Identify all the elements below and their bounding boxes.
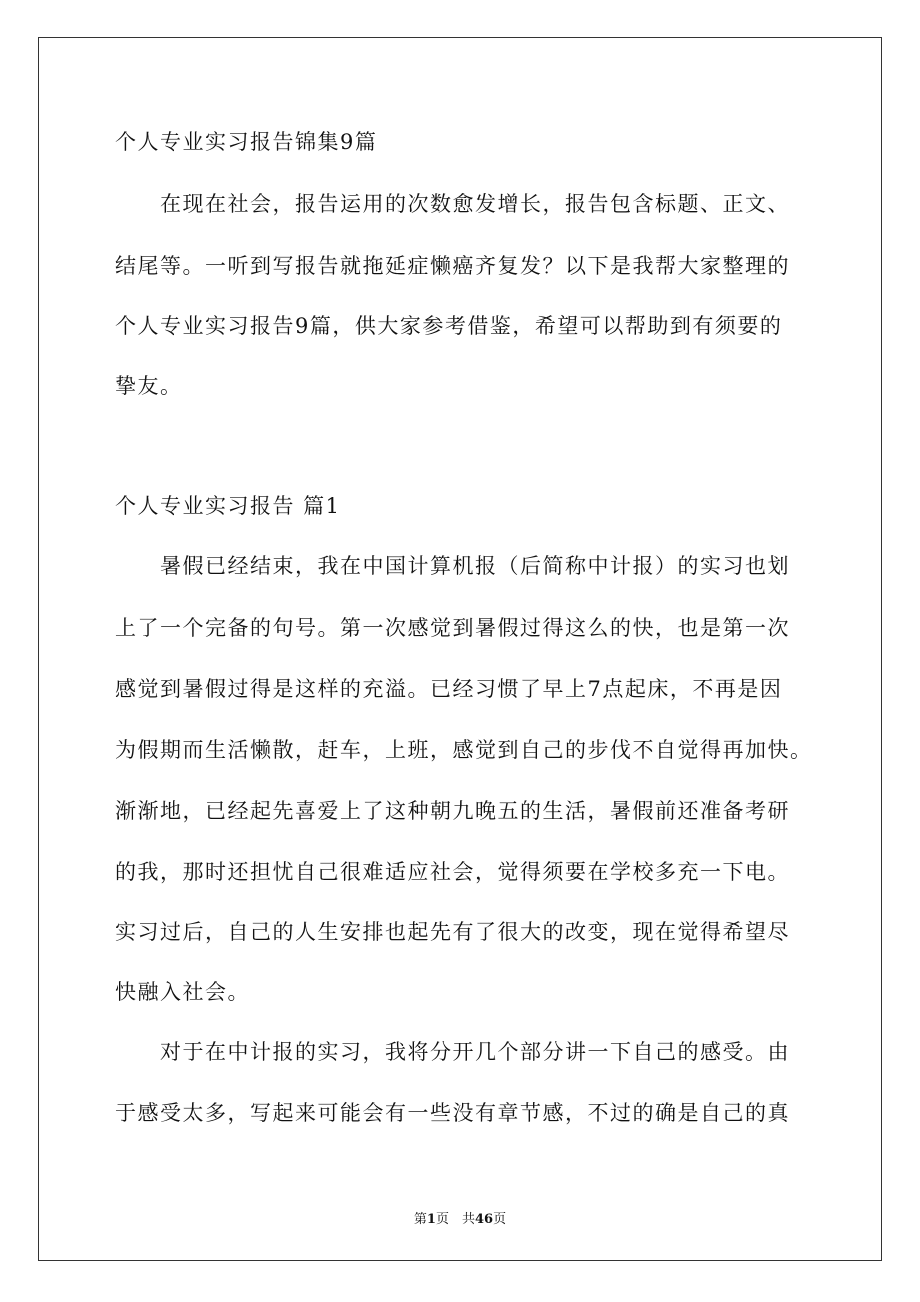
paragraph1-line-3: 感觉到暑假过得是这样的充溢。已经习惯了早上7点起床，不再是因 [115, 677, 783, 701]
intro-line-2: 结尾等。一听到写报告就拖延症懒癌齐复发？以下是我帮大家整理的 [115, 254, 790, 278]
paragraph1-line-6: 的我，那时还担忧自己很难适应社会，觉得须要在学校多充一下电。 [115, 860, 790, 884]
intro-line-1: 在现在社会，报告运用的次数愈发增长，报告包含标题、正文、 [160, 192, 790, 216]
footer-suffix: 页 [493, 1212, 507, 1227]
page-current: 1 [426, 1212, 436, 1227]
intro-line-4: 挚友。 [115, 374, 183, 398]
paragraph1-line-5: 渐渐地，已经起先喜爱上了这种朝九晚五的生活，暑假前还准备考研 [115, 799, 790, 823]
page-footer [0, 1208, 920, 1227]
page-border [38, 37, 882, 1261]
paragraph1-line-8: 快融入社会。 [115, 980, 250, 1004]
document-title: 个人专业实习报告锦集9篇 [115, 130, 378, 154]
intro-line-3: 个人专业实习报告9篇，供大家参考借鉴，希望可以帮助到有须要的 [115, 314, 783, 338]
footer-mid: 页 共 [435, 1212, 475, 1227]
paragraph1-line-7: 实习过后，自己的人生安排也起先有了很大的改变，现在觉得希望尽 [115, 920, 790, 944]
page-total: 46 [474, 1212, 494, 1227]
paragraph2-line-1: 对于在中计报的实习，我将分开几个部分讲一下自己的感受。由 [160, 1040, 790, 1064]
footer-prefix: 第 [413, 1212, 427, 1227]
section-heading: 个人专业实习报告 篇1 [115, 494, 341, 518]
paragraph2-line-2: 于感受太多，写起来可能会有一些没有章节感，不过的确是自己的真 [115, 1101, 790, 1125]
paragraph1-line-4: 为假期而生活懒散，赶车，上班，感觉到自己的步伐不自觉得再加快。 [115, 738, 813, 762]
paragraph1-line-1: 暑假已经结束，我在中国计算机报（后简称中计报）的实习也划 [160, 554, 790, 578]
paragraph1-line-2: 上了一个完备的句号。第一次感觉到暑假过得这么的快，也是第一次 [115, 616, 790, 640]
